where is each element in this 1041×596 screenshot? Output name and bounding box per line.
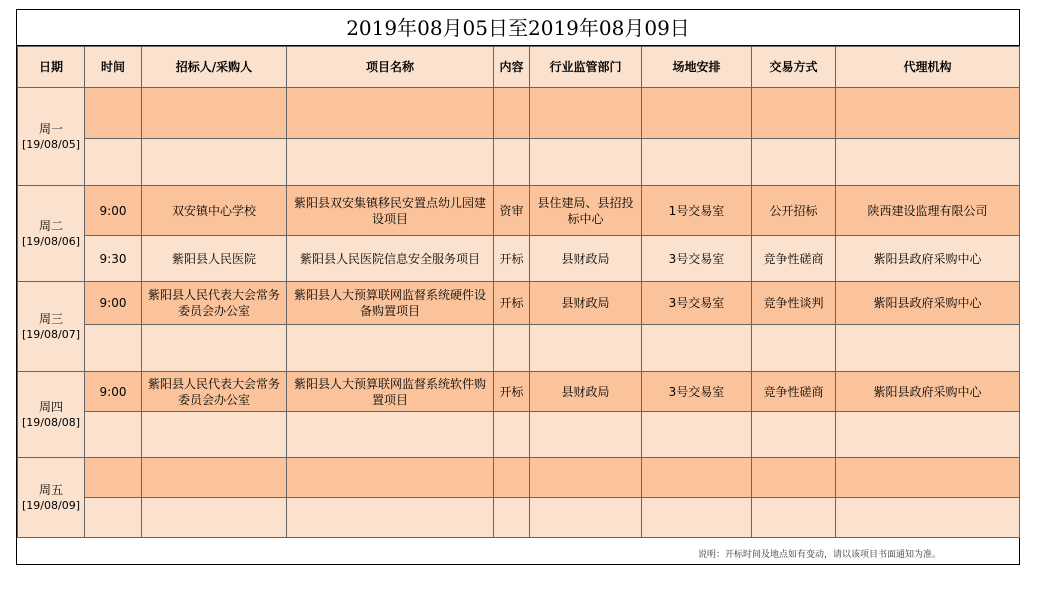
table-row [18,88,1020,139]
cell-method: 公开招标 [752,186,836,236]
cell-agency [836,139,1020,186]
cell-venue [642,458,752,498]
cell-method [752,88,836,139]
cell-time: 9:00 [85,282,142,325]
cell-tenderer [142,498,287,538]
table-row [18,498,1020,538]
day-date: [19/08/06] [22,234,80,248]
day-cell [18,186,85,282]
header-project: 项目名称 [287,47,494,88]
header-dept: 行业监管部门 [530,47,642,88]
table-row [18,282,1020,325]
cell-dept [530,412,642,458]
cell-venue [642,498,752,538]
cell-method: 竞争性磋商 [752,372,836,412]
cell-agency [836,88,1020,139]
cell-project: 紫阳县人民医院信息安全服务项目 [287,236,494,282]
cell-dept: 县财政局 [530,282,642,325]
header-method: 交易方式 [752,47,836,88]
header-tenderer: 招标人/采购人 [142,47,287,88]
table-row [18,325,1020,372]
cell-method: 竞争性磋商 [752,236,836,282]
cell-time [85,139,142,186]
cell-dept: 县住建局、县招投标中心 [530,186,642,236]
cell-tenderer: 双安镇中心学校 [142,186,287,236]
cell-agency: 陕西建设监理有限公司 [836,186,1020,236]
cell-venue: 1号交易室 [642,186,752,236]
cell-venue [642,139,752,186]
cell-project: 紫阳县双安集镇移民安置点幼儿园建设项目 [287,186,494,236]
cell-content: 开标 [494,282,530,325]
cell-venue [642,88,752,139]
cell-tenderer [142,458,287,498]
day-date: [19/08/09] [22,498,80,512]
header-time: 时间 [85,47,142,88]
header-content: 内容 [494,47,530,88]
day-name: 周二 [38,218,63,233]
cell-content [494,88,530,139]
schedule-body [18,88,1020,538]
cell-content: 资审 [494,186,530,236]
cell-agency: 紫阳县政府采购中心 [836,236,1020,282]
cell-dept [530,458,642,498]
cell-venue: 3号交易室 [642,282,752,325]
cell-agency [836,498,1020,538]
day-name: 周五 [38,482,63,497]
cell-dept: 县财政局 [530,372,642,412]
day-cell [18,88,85,186]
cell-tenderer: 紫阳县人民代表大会常务委员会办公室 [142,372,287,412]
cell-dept: 县财政局 [530,236,642,282]
cell-dept [530,139,642,186]
cell-agency [836,325,1020,372]
day-name: 周三 [38,311,63,326]
schedule-sheet [16,9,1020,565]
cell-time: 9:30 [85,236,142,282]
cell-method: 竞争性谈判 [752,282,836,325]
header-row [18,47,1020,88]
cell-method [752,458,836,498]
cell-agency [836,458,1020,498]
cell-content: 开标 [494,372,530,412]
table-row [18,139,1020,186]
cell-project [287,498,494,538]
table-row [18,186,1020,236]
table-row [18,412,1020,458]
cell-time [85,325,142,372]
cell-content [494,458,530,498]
cell-time: 9:00 [85,186,142,236]
header-venue: 场地安排 [642,47,752,88]
cell-time [85,458,142,498]
cell-venue: 3号交易室 [642,236,752,282]
cell-project [287,88,494,139]
day-name: 周一 [38,121,63,136]
cell-project: 紫阳县人大预算联网监督系统硬件设备购置项目 [287,282,494,325]
cell-dept [530,88,642,139]
day-name: 周四 [38,399,63,414]
cell-project: 紫阳县人大预算联网监督系统软件购置项目 [287,372,494,412]
cell-method [752,412,836,458]
cell-tenderer [142,139,287,186]
cell-project [287,325,494,372]
cell-method [752,498,836,538]
cell-content [494,139,530,186]
cell-method [752,139,836,186]
cell-tenderer: 紫阳县人民代表大会常务委员会办公室 [142,282,287,325]
header-date: 日期 [18,47,85,88]
cell-venue: 3号交易室 [642,372,752,412]
cell-venue [642,412,752,458]
cell-tenderer [142,88,287,139]
cell-tenderer [142,412,287,458]
cell-tenderer [142,325,287,372]
cell-content: 开标 [494,236,530,282]
table-row [18,236,1020,282]
day-cell [18,458,85,538]
cell-agency [836,412,1020,458]
page-title: 2019年08月05日至2019年08月09日 [17,10,1019,46]
cell-time [85,412,142,458]
cell-content [494,498,530,538]
cell-project [287,458,494,498]
cell-project [287,412,494,458]
cell-agency: 紫阳县政府采购中心 [836,372,1020,412]
table-row [18,458,1020,498]
day-date: [19/08/08] [22,415,80,429]
cell-dept [530,498,642,538]
cell-dept [530,325,642,372]
day-cell [18,372,85,458]
footnote: 说明：开标时间及地点如有变动，请以该项目书面通知为准。 [697,550,941,560]
day-date: [19/08/05] [22,137,80,151]
cell-time [85,498,142,538]
cell-time [85,88,142,139]
cell-time: 9:00 [85,372,142,412]
table-row [18,372,1020,412]
day-cell [18,282,85,372]
cell-venue [642,325,752,372]
schedule-table [17,46,1020,538]
header-agency: 代理机构 [836,47,1020,88]
cell-tenderer: 紫阳县人民医院 [142,236,287,282]
cell-project [287,139,494,186]
cell-content [494,325,530,372]
cell-content [494,412,530,458]
day-date: [19/08/07] [22,327,80,341]
cell-method [752,325,836,372]
cell-agency: 紫阳县政府采购中心 [836,282,1020,325]
